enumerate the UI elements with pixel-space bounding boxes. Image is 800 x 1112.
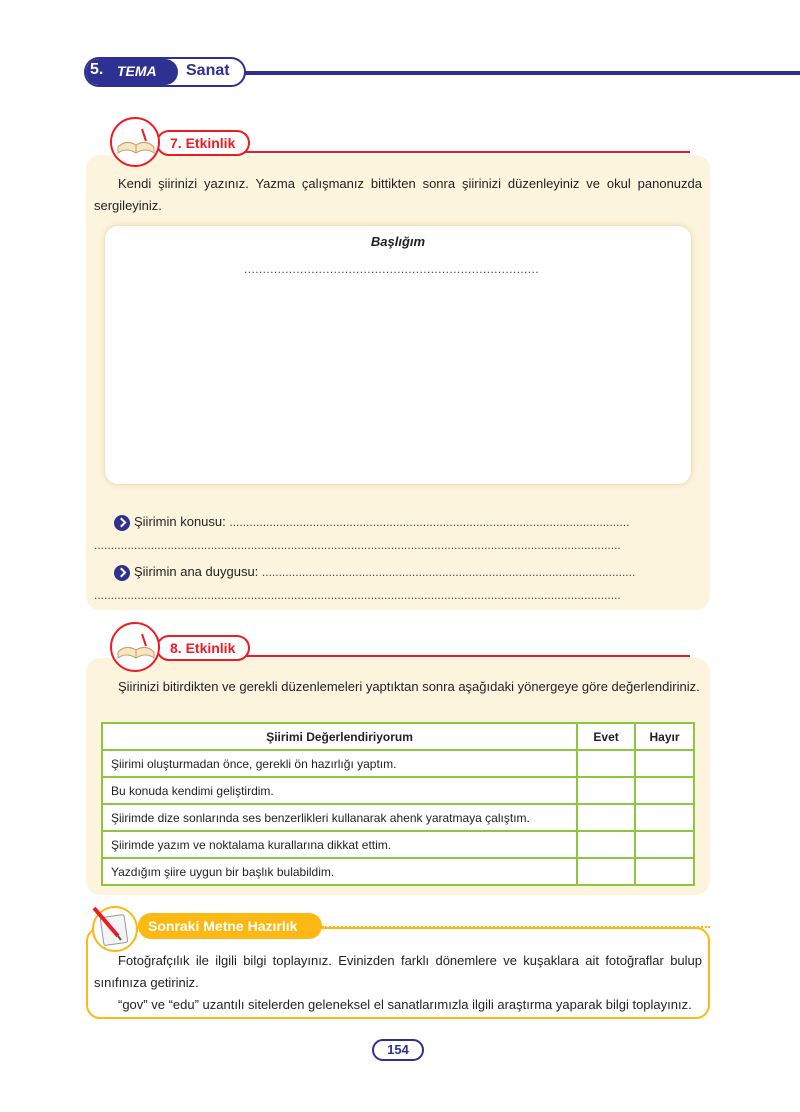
theme-number: 5. — [90, 61, 104, 78]
arrow-bullet-icon — [114, 565, 130, 581]
criterion-cell: Şiirimde yazım ve noktalama kurallarına dikkat ettim. — [102, 831, 577, 858]
evaluation-table — [101, 722, 695, 886]
theme-badge — [84, 57, 246, 87]
table-header: Evet — [577, 723, 635, 750]
poem-topic-dots-2: .............................................................................................................................................................. — [94, 538, 621, 552]
next-lesson-label: Sonraki Metne Hazırlık — [148, 918, 298, 934]
criterion-cell: Bu konuda kendimi geliştirdim. — [102, 777, 577, 804]
table-row — [102, 750, 694, 777]
no-checkbox-cell[interactable] — [635, 858, 694, 885]
arrow-bullet-icon — [114, 515, 130, 531]
yes-checkbox-cell[interactable] — [577, 777, 635, 804]
book-icon — [110, 117, 160, 167]
criterion-cell: Şiirimi oluşturmadan önce, gerekli ön hazırlığı yaptım. — [102, 750, 577, 777]
table-header-row — [102, 723, 694, 750]
poem-emotion-dots-2: .............................................................................................................................................................. — [94, 588, 621, 602]
theme-word: TEMA — [117, 63, 157, 79]
poem-title-label: Başlığım — [370, 234, 426, 249]
no-checkbox-cell[interactable] — [635, 804, 694, 831]
activity8-tab — [156, 635, 250, 661]
criterion-cell: Şiirimde dize sonlarında ses benzerlikleri kullanarak ahenk yaratmaya çalıştım. — [102, 804, 577, 831]
poem-emotion-label: Şiirimin ana duygusu: — [134, 564, 262, 579]
table-header: Şiirimi Değerlendiriyorum — [102, 723, 577, 750]
activity8-rule — [238, 655, 690, 657]
page-number: 154 — [372, 1039, 424, 1061]
table-header: Hayır — [635, 723, 694, 750]
table-row — [102, 777, 694, 804]
no-checkbox-cell[interactable] — [635, 831, 694, 858]
yes-checkbox-cell[interactable] — [577, 804, 635, 831]
poem-topic-line — [134, 514, 702, 529]
pencil-paper-icon — [88, 902, 138, 952]
header-rule — [240, 71, 800, 75]
activity7-tab — [156, 130, 250, 156]
poem-writing-box[interactable] — [104, 225, 692, 485]
next-lesson-tab — [138, 913, 322, 939]
table-row — [102, 831, 694, 858]
yes-checkbox-cell[interactable] — [577, 858, 635, 885]
next-lesson-text-1: Fotoğrafçılık ile ilgili bilgi toplayınız. Evinizden farklı dönemlere ve kuşaklara ait fotoğraflar bulup sınıfınıza getiriniz. — [94, 953, 702, 990]
activity8-instruction: Şiirinizi bitirdikten ve gerekli düzenlemeleri yaptıktan sonra aşağıdaki yönergeye göre değerlendiriniz. — [118, 679, 700, 694]
table-row — [102, 804, 694, 831]
poem-title-line: ............................................................................... — [244, 262, 539, 276]
activity7-instruction: Kendi şiirinizi yazınız. Yazma çalışmanız bittikten sonra şiirinizi düzenleyiniz ve okul panonuzda sergileyiniz. — [94, 176, 702, 213]
criterion-cell: Yazdığım şiire uygun bir başlık bulabildim. — [102, 858, 577, 885]
activity7-label: 7. Etkinlik — [170, 135, 236, 151]
yes-checkbox-cell[interactable] — [577, 831, 635, 858]
poem-topic-dots: ........................................................................................................................ — [229, 515, 630, 529]
no-checkbox-cell[interactable] — [635, 777, 694, 804]
activity7-rule — [238, 151, 690, 153]
poem-topic-label: Şiirimin konusu: — [134, 514, 230, 529]
next-lesson-text-2: “gov” ve “edu” uzantılı sitelerden geleneksel el sanatlarımızla ilgili araştırma yaparak bilgi toplayınız. — [118, 997, 692, 1012]
yes-checkbox-cell[interactable] — [577, 750, 635, 777]
next-lesson-dotted-rule — [322, 926, 710, 928]
no-checkbox-cell[interactable] — [635, 750, 694, 777]
poem-emotion-dots: ................................................................................................................ — [261, 565, 636, 579]
table-row — [102, 858, 694, 885]
book-icon — [110, 622, 160, 672]
poem-emotion-line — [134, 564, 702, 579]
activity8-label: 8. Etkinlik — [170, 640, 236, 656]
theme-name: Sanat — [186, 62, 230, 79]
